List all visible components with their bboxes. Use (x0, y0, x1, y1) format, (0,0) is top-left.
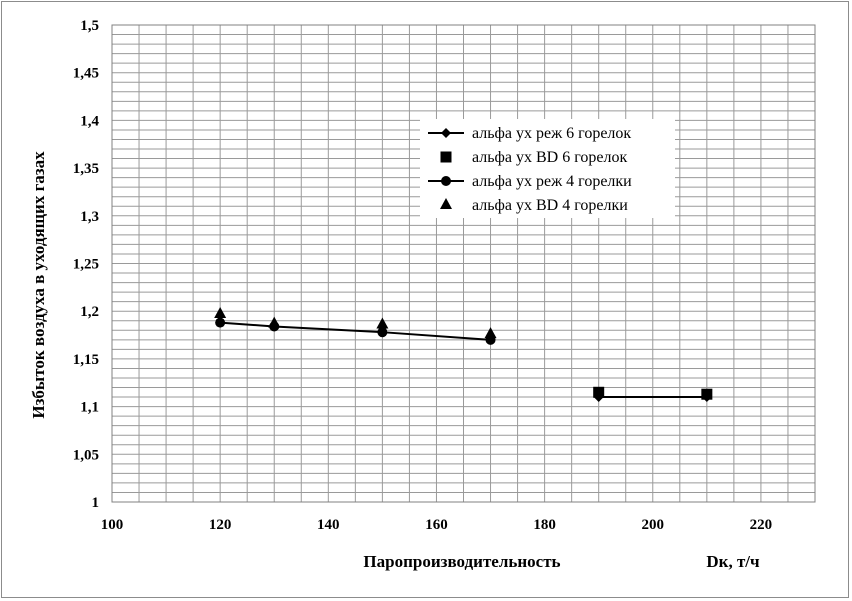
y-axis-title: Избыток воздуха в уходящих газах (29, 151, 48, 419)
y-tick-label: 1,15 (72, 351, 99, 368)
chart-canvas (2, 2, 850, 599)
grid (112, 25, 815, 502)
legend-label: альфа ух реж 4 горелки (472, 173, 632, 190)
y-tick-label: 1,1 (80, 399, 99, 416)
square-point (701, 389, 712, 400)
x-tick-labels (101, 517, 772, 533)
y-tick-label: 1,4 (80, 113, 99, 130)
x-tick-label: 100 (100, 517, 124, 533)
y-tick-label: 1,2 (80, 304, 99, 321)
x-axis-unit: Dк, т/ч (706, 552, 760, 571)
chart-frame (1, 1, 849, 598)
y-tick-label: 1 (91, 495, 99, 511)
x-axis-title: Паропроизводительность (363, 552, 561, 571)
square-point (593, 387, 604, 398)
legend-label: альфа ух ВD 6 горелок (472, 149, 628, 166)
triangle-point (214, 307, 226, 318)
triangle-point (376, 318, 388, 329)
legend (420, 119, 675, 218)
legend-label: альфа ух ВD 4 горелки (472, 197, 628, 214)
y-tick-label: 1,35 (72, 161, 99, 178)
circle-point (377, 327, 387, 337)
x-tick-label: 180 (533, 517, 556, 533)
y-tick-labels (73, 18, 100, 511)
triangle-point (268, 317, 280, 328)
legend-circle-icon (441, 176, 451, 186)
x-tick-label: 160 (425, 517, 448, 533)
legend-square-icon (441, 152, 452, 163)
x-tick-label: 120 (208, 517, 232, 533)
y-tick-label: 1,3 (80, 208, 99, 225)
circle-point (215, 318, 225, 328)
y-tick-label: 1,45 (72, 65, 99, 82)
x-tick-label: 200 (641, 517, 665, 533)
x-tick-label: 220 (749, 517, 773, 533)
y-tick-label: 1,05 (72, 447, 99, 464)
y-tick-label: 1,5 (80, 18, 99, 34)
triangle-point (485, 327, 497, 338)
legend-label: альфа ух реж 6 горелок (472, 125, 632, 142)
y-tick-label: 1,25 (72, 256, 99, 273)
x-tick-label: 140 (317, 517, 340, 533)
